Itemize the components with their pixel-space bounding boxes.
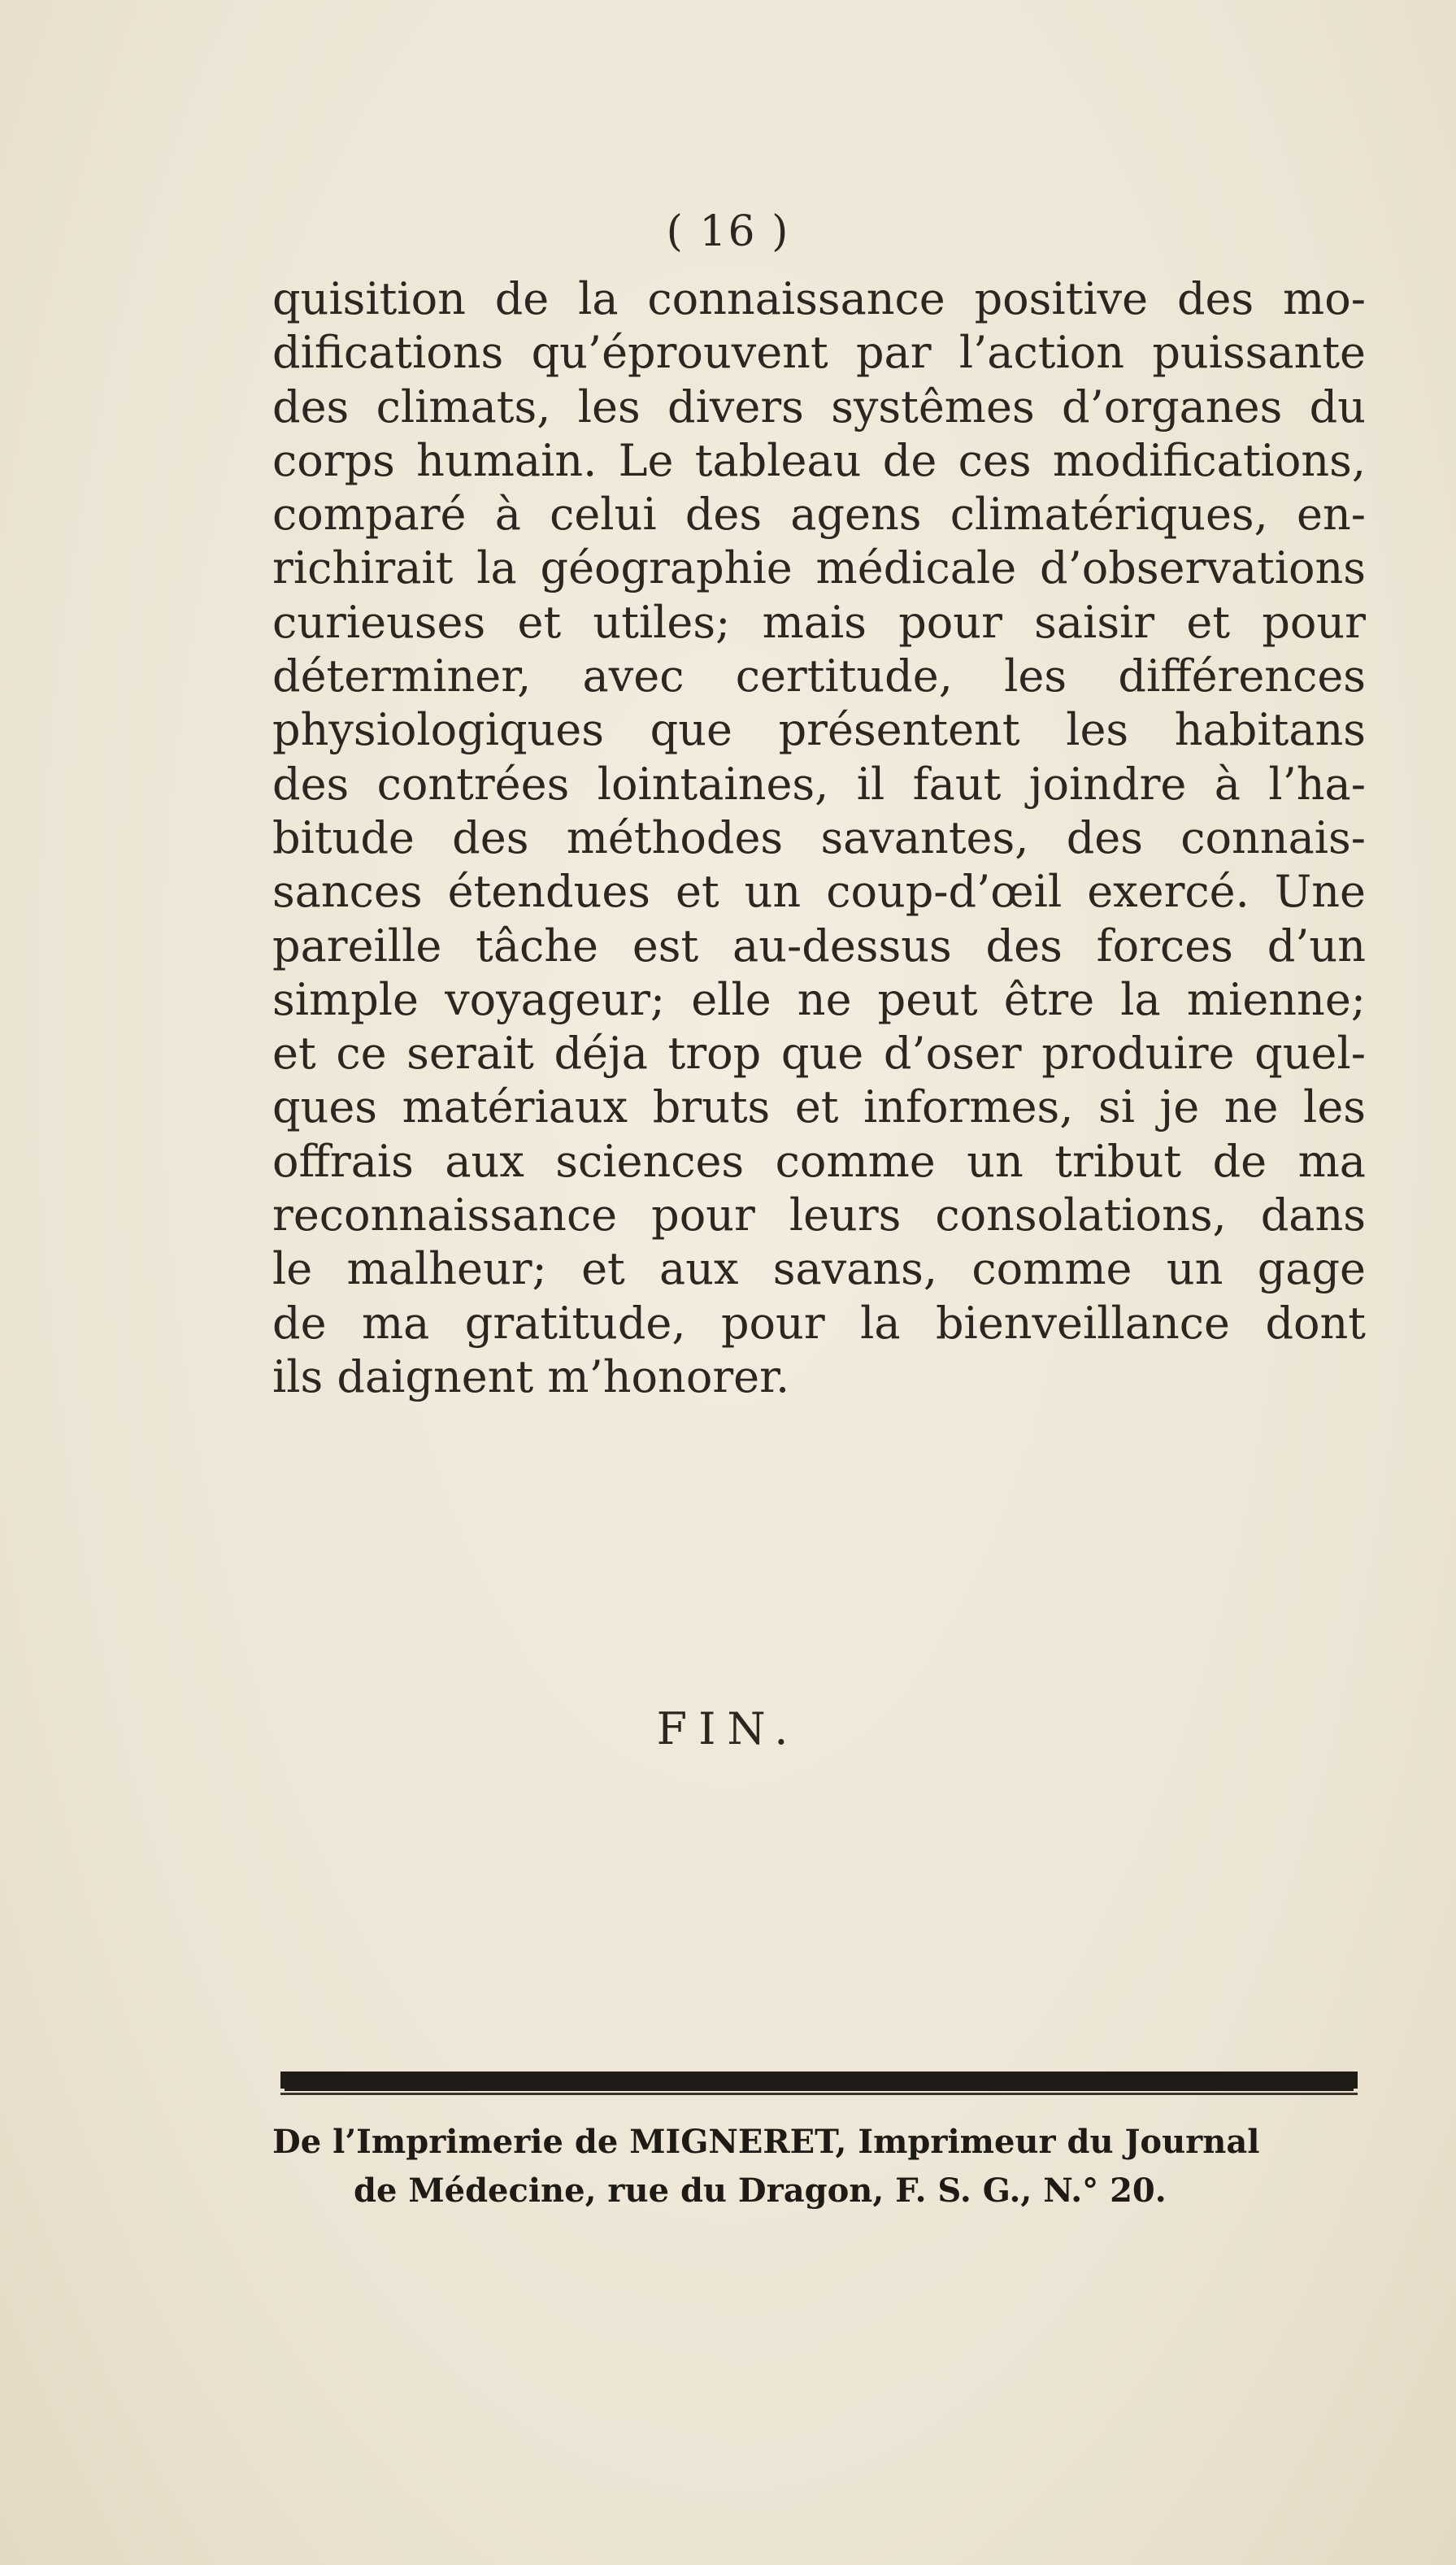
text-line: bitude des méthodes savantes, des connais- — [272, 811, 1366, 863]
text-line: sances étendues et un coup-d’œil exercé. Une — [272, 866, 1366, 918]
text-line: quisition de la connaissance positive des mo- — [272, 273, 1366, 324]
text-line: des contrées lointaines, il faut joindre à l’ha- — [272, 758, 1366, 810]
text-line: reconnaissance pour leurs consolations, dans — [272, 1189, 1366, 1241]
thin-rule-divider — [280, 2093, 1358, 2095]
text-line: curieuses et utiles; mais pour saisir et pour — [272, 596, 1366, 648]
text-line: des climats, les divers systêmes d’organes du — [272, 380, 1366, 433]
imprint-line: De l’Imprimerie de MIGNERET, Imprimeur du Journal — [272, 2123, 1260, 2161]
printer-imprint — [272, 2118, 1366, 2215]
text-line: comparé à celui des agens climatériques, en- — [272, 489, 1366, 541]
text-line: simple voyageur; elle ne peut être la mienne; — [272, 973, 1366, 1025]
text-line: offrais aux sciences comme un tribut de ma — [272, 1135, 1366, 1187]
body-paragraph — [272, 272, 1366, 1404]
text-line: physiologiques que présentent les habitans — [272, 704, 1366, 756]
text-line: richirait la géographie médicale d’observations — [272, 542, 1366, 594]
text-line: et ce serait déja trop que d’oser produire quel- — [272, 1028, 1366, 1080]
text-line: le malheur; et aux savans, comme un gage — [272, 1243, 1366, 1295]
page-number: ( 16 ) — [666, 207, 790, 256]
fin-heading: FIN. — [656, 1703, 800, 1754]
thick-rule-divider — [280, 2072, 1358, 2089]
imprint-line: de Médecine, rue du Dragon, F. S. G., N.° 20. — [354, 2172, 1167, 2210]
text-line: ils daignent m’honorer. — [272, 1350, 790, 1402]
text-line: difications qu’éprouvent par l’action puissante — [272, 327, 1366, 379]
text-line: pareille tâche est au-dessus des forces d’un — [272, 919, 1366, 972]
text-line: de ma gratitude, pour la bienveillance dont — [272, 1297, 1366, 1349]
text-line: corps humain. Le tableau de ces modifications, — [272, 434, 1366, 486]
text-line: ques matériaux bruts et informes, si je ne les — [272, 1081, 1366, 1133]
text-line: déterminer, avec certitude, les différences — [272, 650, 1366, 702]
